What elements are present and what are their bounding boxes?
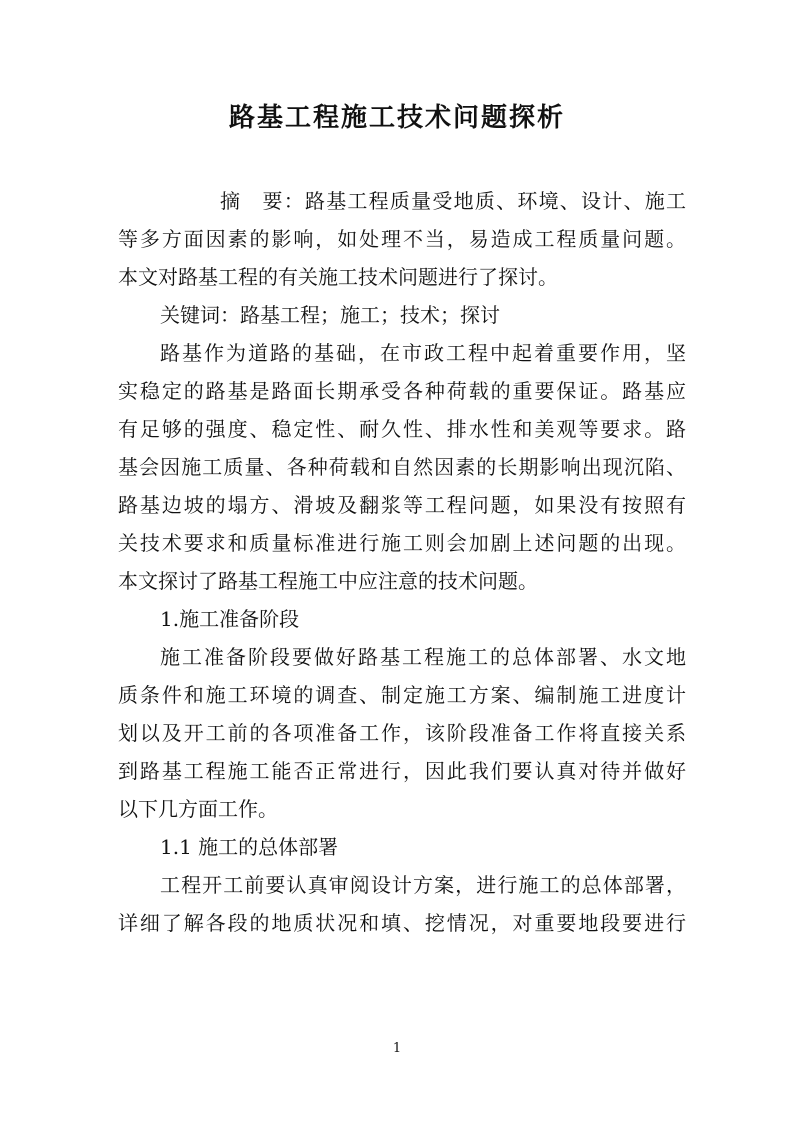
paragraph-line: 实稳定的路基是路面长期承受各种荷载的重要保证。路基应 bbox=[118, 379, 686, 403]
abstract-line: 本文对路基工程的有关施工技术问题进行了探讨。 bbox=[118, 265, 558, 289]
paragraph-line: 路基边坡的塌方、滑坡及翻浆等工程问题，如果没有按照有 bbox=[118, 493, 686, 517]
subsection-heading: 1.1 施工的总体部署 bbox=[160, 835, 339, 859]
document-body bbox=[118, 182, 686, 942]
abstract-line: 摘 要：路基工程质量受地质、环境、设计、施工 bbox=[220, 189, 686, 213]
abstract-line: 等多方面因素的影响，如处理不当，易造成工程质量问题。 bbox=[118, 227, 686, 251]
paragraph-line: 到路基工程施工能否正常进行，因此我们要认真对待并做好 bbox=[118, 759, 686, 783]
document-title: 路基工程施工技术问题探析 bbox=[228, 103, 565, 133]
paragraph-line: 质条件和施工环境的调查、制定施工方案、编制施工进度计 bbox=[118, 683, 686, 707]
paragraph-line: 工程开工前要认真审阅设计方案，进行施工的总体部署， bbox=[160, 873, 686, 897]
paragraph-line: 本文探讨了路基工程施工中应注意的技术问题。 bbox=[118, 569, 538, 593]
paragraph-line: 以下几方面工作。 bbox=[118, 797, 278, 821]
paragraph-line: 路基作为道路的基础，在市政工程中起着重要作用，坚 bbox=[160, 341, 686, 365]
paragraph-line: 有足够的强度、稳定性、耐久性、排水性和美观等要求。路 bbox=[118, 417, 686, 441]
paragraph-line: 关技术要求和质量标准进行施工则会加剧上述问题的出现。 bbox=[118, 531, 686, 555]
page-number: 1 bbox=[392, 1041, 402, 1056]
keywords-line: 关键词：路基工程；施工；技术；探讨 bbox=[160, 303, 500, 327]
paragraph-line: 详细了解各段的地质状况和填、挖情况，对重要地段要进行 bbox=[118, 911, 686, 935]
section-heading: 1.施工准备阶段 bbox=[160, 607, 300, 631]
paragraph-line: 基会因施工质量、各种荷载和自然因素的长期影响出现沉陷、 bbox=[118, 455, 686, 479]
paragraph-line: 划以及开工前的各项准备工作，该阶段准备工作将直接关系 bbox=[118, 721, 686, 745]
paragraph-line: 施工准备阶段要做好路基工程施工的总体部署、水文地 bbox=[160, 645, 686, 669]
